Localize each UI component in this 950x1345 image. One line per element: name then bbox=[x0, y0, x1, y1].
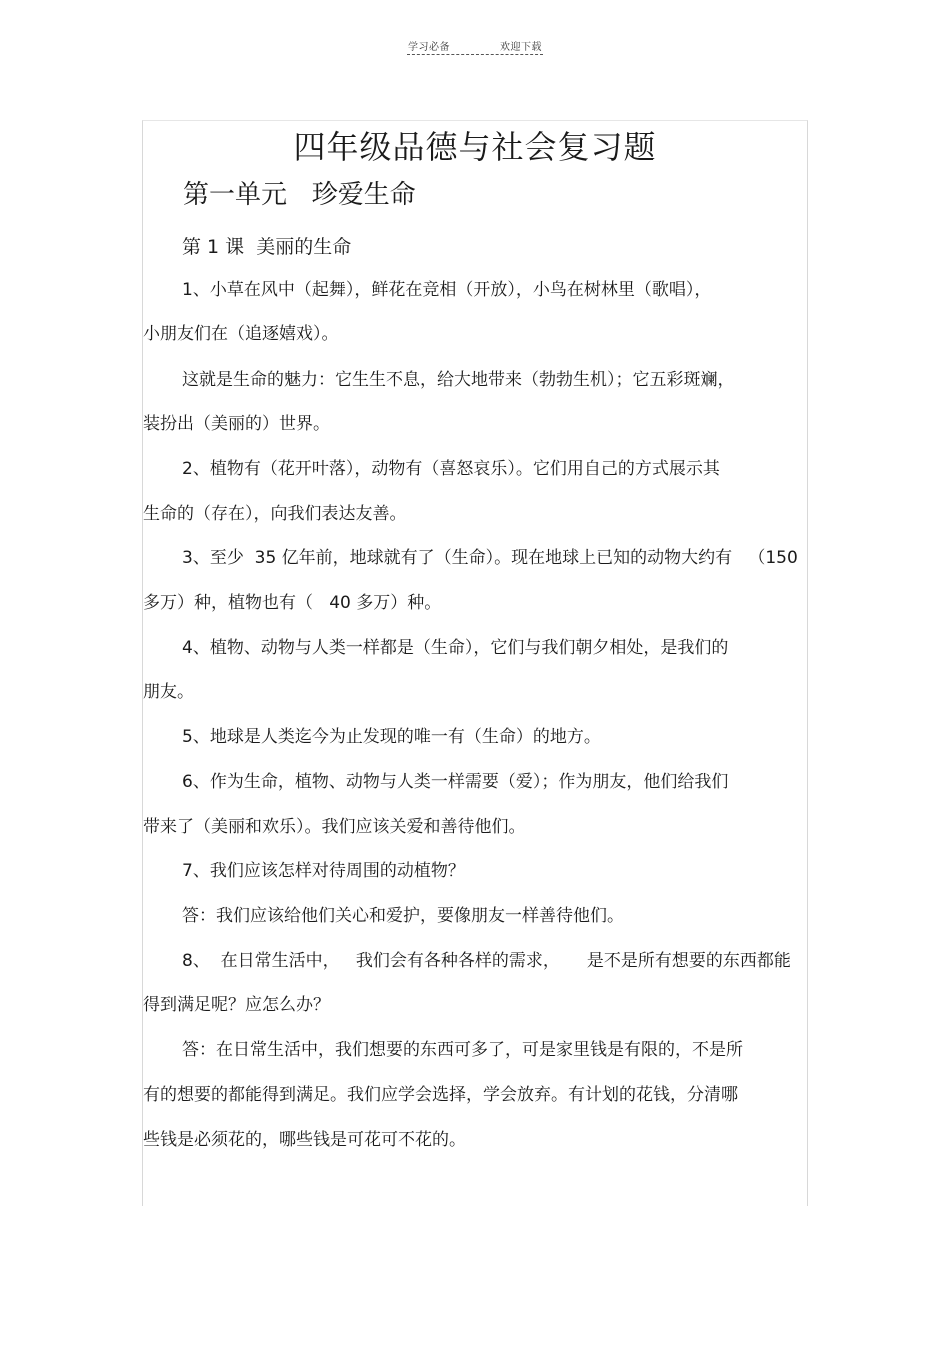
text-line: 2、植物有（花开叶落），动物有（喜怒哀乐）。它们用自己的方式展示其 bbox=[182, 459, 720, 479]
unit-heading: 第一单元 珍爱生命 bbox=[183, 180, 416, 210]
lesson-heading: 第 1 课 美丽的生命 bbox=[182, 236, 352, 258]
text-line: 1、小草在风中（起舞），鲜花在竞相（开放），小鸟在树林里（歌唱）， bbox=[182, 280, 712, 300]
text-line: 5、地球是人类迄今为止发现的唯一有（生命）的地方。 bbox=[182, 727, 601, 747]
text-line: 答：在日常生活中，我们想要的东西可多了，可是家里钱是有限的，不是所 bbox=[182, 1040, 743, 1060]
text-line: 6、作为生命，植物、动物与人类一样需要（爱）；作为朋友，他们给我们 bbox=[182, 772, 729, 792]
text-line: 得到满足呢？应怎么办？ bbox=[143, 995, 330, 1015]
header-dashed-rule bbox=[407, 54, 543, 55]
text-line: 装扮出（美丽的）世界。 bbox=[143, 414, 330, 434]
text-line: 有的想要的都能得到满足。我们应学会选择，学会放弃。有计划的花钱，分清哪 bbox=[143, 1085, 738, 1105]
document-title: 四年级品德与社会复习题 bbox=[293, 128, 657, 166]
text-line: 7、我们应该怎样对待周围的动植物？ bbox=[182, 861, 465, 881]
header-left-text: 学习必备 bbox=[408, 42, 450, 53]
text-line: 3、至少 35 亿年前，地球就有了（生命）。现在地球上已知的动物大约有 （150 bbox=[182, 548, 798, 568]
text-line: 生命的（存在），向我们表达友善。 bbox=[143, 504, 407, 524]
text-line: 8、 在日常生活中， 我们会有各种各样的需求， 是不是所有想要的东西都能 bbox=[182, 951, 791, 971]
text-line: 小朋友们在（追逐嬉戏）。 bbox=[143, 324, 339, 344]
text-line: 答：我们应该给他们关心和爱护，要像朋友一样善待他们。 bbox=[182, 906, 624, 926]
text-line: 带来了（美丽和欢乐）。我们应该关爱和善待他们。 bbox=[143, 817, 526, 837]
page-header bbox=[0, 38, 950, 53]
text-line: 4、植物、动物与人类一样都是（生命），它们与我们朝夕相处，是我们的 bbox=[182, 638, 729, 658]
text-line: 这就是生命的魅力：它生生不息，给大地带来（勃勃生机）；它五彩斑斓， bbox=[182, 370, 735, 390]
text-line: 些钱是必须花的，哪些钱是可花可不花的。 bbox=[143, 1130, 466, 1150]
text-line: 多万）种，植物也有（ 40 多万）种。 bbox=[143, 593, 442, 613]
text-line: 朋友。 bbox=[143, 682, 194, 702]
header-right-text: 欢迎下载 bbox=[500, 42, 542, 53]
